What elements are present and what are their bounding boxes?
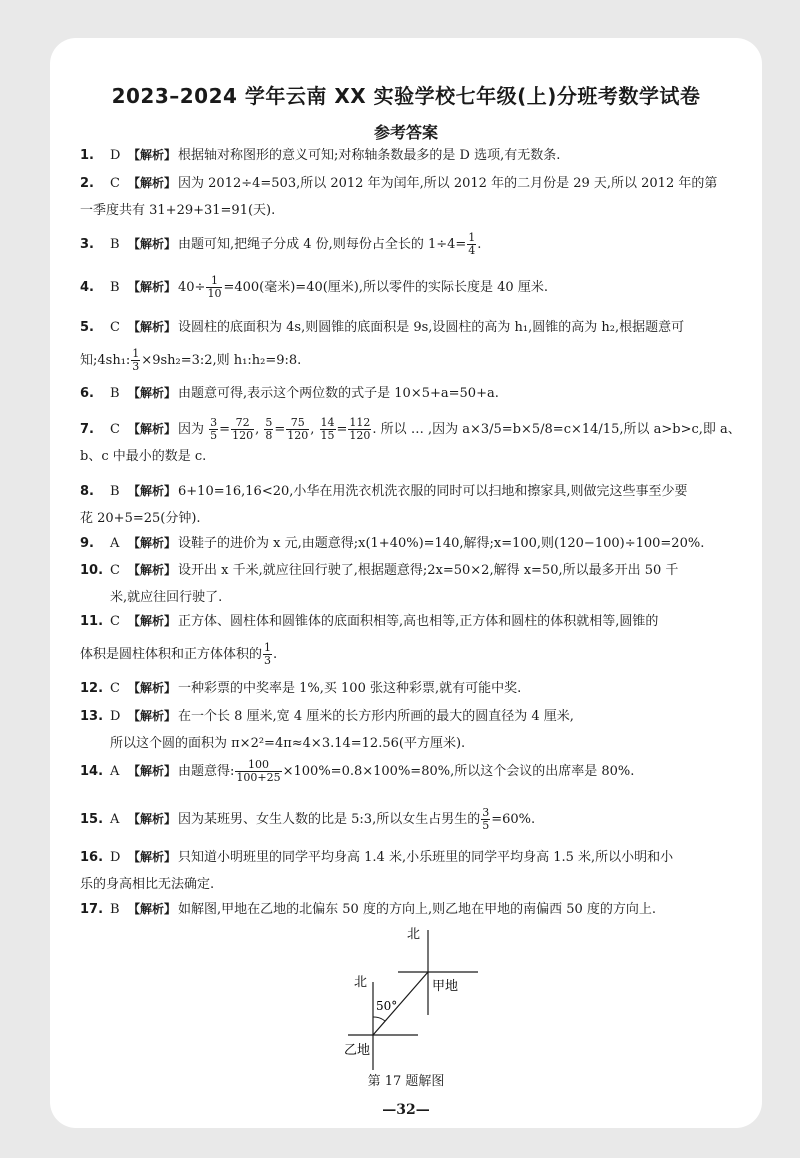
page-title: 2023–2024 学年云南 XX 实验学校七年级(上)分班考数学试卷 (111, 84, 701, 108)
fraction: $\frac{5}{8}$ (265, 416, 273, 442)
answer-choice: B (110, 902, 120, 917)
analysis-text: . 所以 … ,因为 a×3/5=b×5/8=c×14/15,所以 a>b>c,即 a、 (372, 422, 741, 437)
answer-page (50, 38, 762, 1128)
analysis-text-cont: 乐的身高相比无法确定. (80, 877, 215, 892)
analysis-text-cont: 一季度共有 31+29+31=91(天). (80, 203, 276, 218)
answer-choice: C (110, 681, 120, 696)
analysis-tag: 【解析】 (128, 484, 177, 498)
answer-item (80, 478, 740, 532)
answer-item (80, 170, 740, 224)
question-number: 17. (80, 902, 104, 917)
fraction: $\frac{1}{4}$ (468, 231, 476, 257)
analysis-text-cont: 花 20+5=25(分钟). (80, 511, 201, 526)
answer-choice: B (110, 280, 120, 295)
analysis-tail: . (273, 647, 278, 662)
answer-choice: C (110, 614, 120, 629)
angle-label: 50° (376, 999, 398, 1013)
analysis-text: 只知道小明班里的同学平均身高 1.4 米,小乐班里的同学平均身高 1.5 米,所以小明和小 (178, 850, 674, 865)
fraction: $\frac{75}{120}$ (287, 416, 309, 442)
analysis-text: 在一个长 8 厘米,宽 4 厘米的长方形内所画的最大的圆直径为 4 厘米, (178, 709, 574, 724)
question-number: 1. (80, 148, 94, 163)
analysis-text: 一种彩票的中奖率是 1%,买 100 张这种彩票,就有可能中奖. (178, 681, 522, 696)
analysis-tag: 【解析】 (128, 176, 177, 190)
answer-choice: C (110, 563, 120, 578)
question-number: 4. (80, 280, 94, 295)
analysis-tag: 【解析】 (128, 148, 177, 162)
fraction: $\frac{100}{100+25}$ (236, 758, 281, 784)
answer-choice: B (110, 386, 120, 401)
question-number: 7. (80, 422, 94, 437)
north-label-left: 北 (353, 975, 367, 990)
answer-item (80, 530, 740, 557)
analysis-pre: 体积是圆柱体积和正方体体积的 (80, 647, 263, 662)
question-number: 12. (80, 681, 104, 696)
answer-item (80, 557, 740, 611)
direction-diagram (340, 920, 500, 1075)
analysis-text-cont: b、c 中最小的数是 c. (80, 449, 207, 464)
answer-choice: D (110, 850, 121, 865)
analysis-text: 如解图,甲地在乙地的北偏东 50 度的方向上,则乙地在甲地的南偏西 50 度的方向上. (178, 902, 657, 917)
answer-item (80, 703, 740, 757)
fraction: $\frac{112}{120}$ (349, 416, 371, 442)
question-number: 5. (80, 320, 94, 335)
analysis-text: ×100%=0.8×100%=80%,所以这个会议的出席率是 80%. (282, 764, 635, 779)
answer-item (80, 758, 740, 785)
analysis-text: 由题可知,把绳子分成 4 份,则每份占全长的 1÷4= (178, 237, 467, 252)
analysis-tag: 【解析】 (128, 812, 177, 826)
analysis-tag: 【解析】 (128, 764, 177, 778)
answer-item: 7. C 【解析】 因为 $\frac{3}{5}$ = $\frac{72}{120}$ , $\frac{5}{8}$ = $\frac{75}{120}$ , $\frac{14}{15}$ = $\frac{112}{120}$ . 所以 … ,因为 a×3/5=b×5/8=c×14/15,所以 a>b>c,即 a、 b、c 中最小的数是 c. (80, 416, 741, 464)
answer-item (80, 675, 740, 702)
answer-choice: B (110, 237, 120, 252)
question-number: 16. (80, 850, 104, 865)
question-number: 3. (80, 237, 94, 252)
fraction: $\frac{72}{120}$ (232, 416, 254, 442)
jia-label: 甲地 (432, 979, 459, 994)
fraction: $\frac{1}{10}$ (207, 274, 222, 300)
answer-item (80, 608, 740, 668)
analysis-tag: 【解析】 (128, 709, 177, 723)
analysis-text: 根据轴对称图形的意义可知;对称轴条数最多的是 D 选项,有无数条. (178, 148, 561, 163)
question-number: 6. (80, 386, 94, 401)
answer-item (80, 274, 740, 301)
analysis-text: 6+10=16,16<20,小华在用洗衣机洗衣服的同时可以扫地和擦家具,则做完这些事至少要 (178, 484, 688, 499)
answer-item (80, 231, 740, 258)
fraction: $\frac{3}{5}$ (482, 806, 490, 832)
analysis-tail: . (477, 237, 482, 252)
analysis-text: 因为 2012÷4=503,所以 2012 年为闰年,所以 2012 年的二月份是 29 天,所以 2012 年的第 (178, 176, 718, 191)
question-number: 9. (80, 536, 94, 551)
answer-item (80, 844, 740, 898)
analysis-tag: 【解析】 (128, 563, 177, 577)
question-number: 13. (80, 709, 104, 724)
question-number: 14. (80, 764, 104, 779)
analysis-tag: 【解析】 (128, 536, 177, 550)
analysis-tag: 【解析】 (128, 681, 177, 695)
answer-choice: D (110, 148, 121, 163)
answer-choice: C (110, 320, 120, 335)
answer-item (80, 142, 740, 169)
north-label-top: 北 (406, 927, 420, 942)
analysis-pre: 因为 (178, 422, 205, 437)
figure-caption: 第 17 题解图 (367, 1074, 445, 1089)
fraction: $\frac{3}{5}$ (210, 416, 218, 442)
question-number: 2. (80, 176, 94, 191)
answer-choice: A (110, 536, 120, 551)
analysis-text: =400(毫米)=40(厘米),所以零件的实际长度是 40 厘米. (223, 280, 548, 295)
analysis-pre: 40÷ (178, 280, 206, 295)
answer-item (80, 806, 740, 833)
analysis-tail: =60%. (491, 812, 536, 827)
fraction: $\frac{14}{15}$ (320, 416, 335, 442)
analysis-tag: 【解析】 (128, 422, 177, 436)
page-number: —32— (382, 1102, 430, 1118)
analysis-tag: 【解析】 (128, 386, 177, 400)
analysis-pre: 知;4sh₁: (80, 353, 131, 368)
analysis-text: 因为某班男、女生人数的比是 5:3,所以女生占男生的 (178, 812, 481, 827)
fraction: $\frac{1}{3}$ (264, 641, 272, 667)
answer-choice: B (110, 484, 120, 499)
analysis-text: 设开出 x 千米,就应往回行驶了,根据题意得;2x=50×2,解得 x=50,所以最多开出 50 千 (178, 563, 679, 578)
analysis-pre: 由题意得: (178, 764, 235, 779)
answer-item (80, 896, 740, 923)
answer-choice: C (110, 422, 120, 437)
question-number: 11. (80, 614, 104, 629)
answer-choice: D (110, 709, 121, 724)
answer-choice: A (110, 812, 120, 827)
analysis-text-cont: 所以这个圆的面积为 π×2²=4π≈4×3.14=12.56(平方厘米). (110, 736, 466, 751)
answer-choice: C (110, 176, 120, 191)
analysis-text-cont: ×9sh₂=3:2,则 h₁:h₂=9:8. (141, 353, 302, 368)
question-number: 15. (80, 812, 104, 827)
analysis-tag: 【解析】 (128, 902, 177, 916)
fraction: $\frac{1}{3}$ (132, 347, 140, 373)
analysis-text: 由题意可得,表示这个两位数的式子是 10×5+a=50+a. (178, 386, 499, 401)
analysis-tag: 【解析】 (128, 850, 177, 864)
analysis-tag: 【解析】 (128, 237, 177, 251)
answer-item (80, 380, 740, 407)
analysis-text-cont: 米,就应往回行驶了. (110, 590, 223, 605)
analysis-text: 正方体、圆柱体和圆锥体的底面积相等,高也相等,正方体和圆柱的体积就相等,圆锥的 (178, 614, 659, 629)
analysis-text: 设鞋子的进价为 x 元,由题意得;x(1+40%)=140,解得;x=100,则(120−100)÷100=20%. (178, 536, 705, 551)
question-number: 10. (80, 563, 104, 578)
answer-choice: A (110, 764, 120, 779)
analysis-tag: 【解析】 (128, 320, 177, 334)
analysis-tag: 【解析】 (128, 614, 177, 628)
question-number: 8. (80, 484, 94, 499)
analysis-text: 设圆柱的底面积为 4s,则圆锥的底面积是 9s,设圆柱的高为 h₁,圆锥的高为 h₂,根据题意可 (178, 320, 685, 335)
yi-label: 乙地 (344, 1043, 371, 1058)
analysis-tag: 【解析】 (128, 280, 177, 294)
angle-arc (373, 1017, 385, 1021)
page-subtitle: 参考答案 (373, 123, 438, 142)
answer-item (80, 314, 740, 374)
